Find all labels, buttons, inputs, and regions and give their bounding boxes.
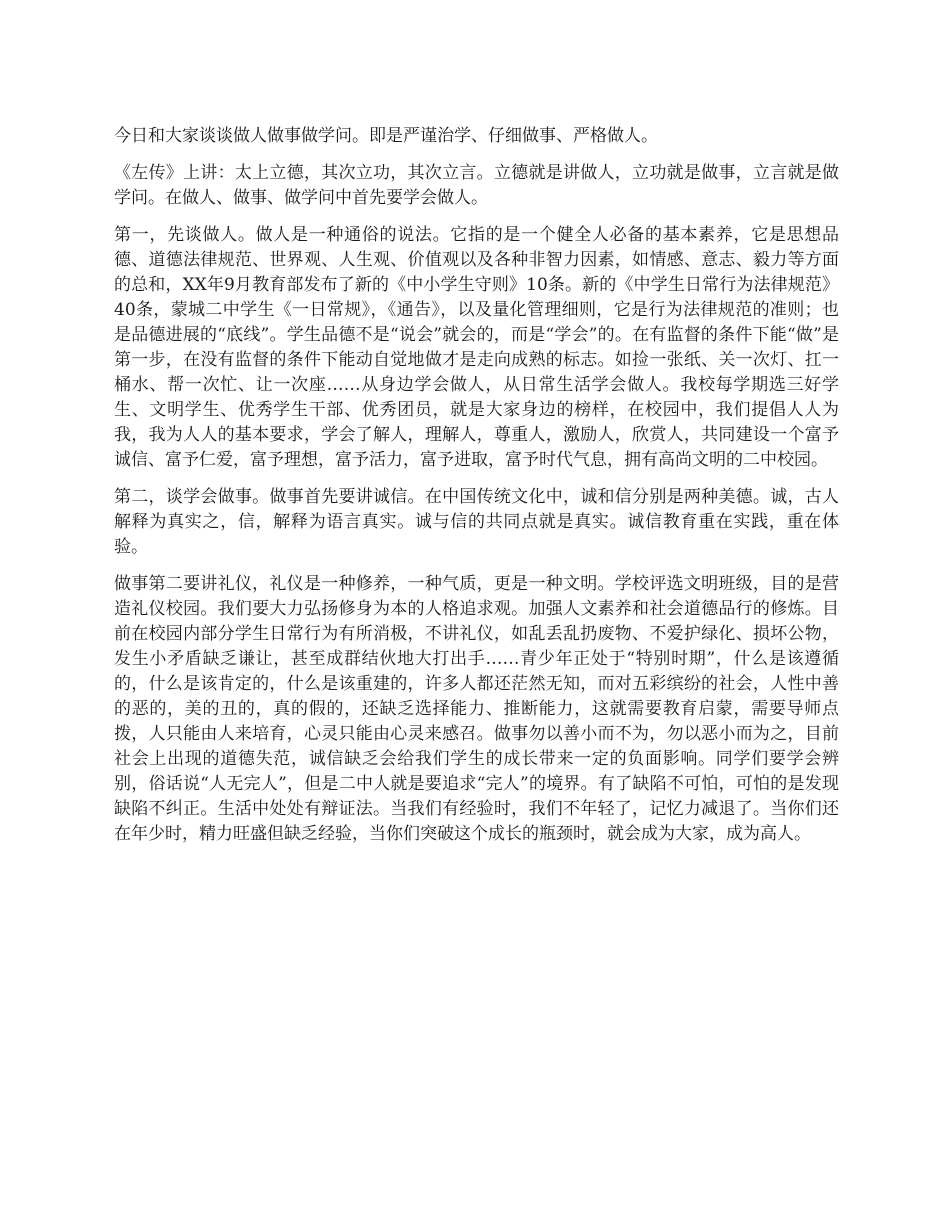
paragraph-etiquette: 做事第二要讲礼仪，礼仪是一种修养，一种气质，更是一种文明。学校评选文明班级，目的是营造礼仪校园。我们要大力弘扬修身为本的人格追求观。加强人文素养和社会道德品行的修炼。目前在校园内部分学生日常行为有所消极，不讲礼仪，如乱丢乱扔废物、不爱护绿化、损坏公物，发生小矛盾缺乏谦让，甚至成群结伙地大打出手……青少年正处于“特别时期”，什么是该遵循的，什么是该肯定的，什么是该重建的，许多人都还茫然无知，而对五彩缤纷的社会，人性中善的恶的，美的丑的，真的假的，还缺乏选择能力、推断能力，这就需要教育启蒙，需要导师点拨，人只能由人来培育，心灵只能由心灵来感召。做事勿以善小而不为，勿以恶小而为之，目前社会上出现的道德失范，诚信缺乏会给我们学生的成长带来一定的负面影响。同学们要学会辨别，俗话说“人无完人”，但是二中人就是要追求“完人”的境界。有了缺陷不可怕，可怕的是发现缺陷不纠正。生活中处处有辩证法。当我们有经验时，我们不年轻了，记忆力减退了。当你们还在年少时，精力旺盛但缺乏经验，当你们突破这个成长的瓶颈时，就会成为大家，成为高人。 xyxy=(114,574,839,844)
paragraph-zuozhuan: 《左传》上讲：太上立德，其次立功，其次立言。立德就是讲做人，立功就是做事，立言就是做学问。在做人、做事、做学问中首先要学会做人。 xyxy=(114,163,839,208)
paragraph-intro: 今日和大家谈谈做人做事做学问。即是严谨治学、仔细做事、严格做人。 xyxy=(114,126,658,146)
document-body xyxy=(114,124,839,847)
paragraph-second-do-things: 第二，谈学会做事。做事首先要讲诚信。在中国传统文化中，诚和信分别是两种美德。诚，古人解释为真实之，信，解释为语言真实。诚与信的共同点就是真实。诚信教育重在实践，重在体验。 xyxy=(114,487,839,557)
paragraph-first-be-a-person: 第一，先谈做人。做人是一种通俗的说法。它指的是一个健全人必备的基本素养，它是思想品德、道德法律规范、世界观、人生观、价值观以及各种非智力因素，如情感、意志、毅力等方面的总和，XX年9月教育部发布了新的《中小学生守则》10条。新的《中学生日常行为法律规范》40条，蒙城二中学生《一日常规》，《通告》，以及量化管理细则，它是行为法律规范的准则；也是品德进展的“底线”。学生品德不是“说会”就会的，而是“学会”的。在有监督的条件下能“做”是第一步，在没有监督的条件下能动自觉地做才是走向成熟的标志。如捡一张纸、关一次灯、扛一桶水、帮一次忙、让一次座……从身边学会做人，从日常生活学会做人。我校每学期选三好学生、文明学生、优秀学生干部、优秀团员，就是大家身边的榜样，在校园中，我们提倡人人为我，我为人人的基本要求，学会了解人，理解人，尊重人，激励人，欣赏人，共同建设一个富予诚信、富予仁爱，富予理想，富予活力，富予进取，富予时代气息，拥有高尚文明的二中校园。 xyxy=(114,225,839,470)
